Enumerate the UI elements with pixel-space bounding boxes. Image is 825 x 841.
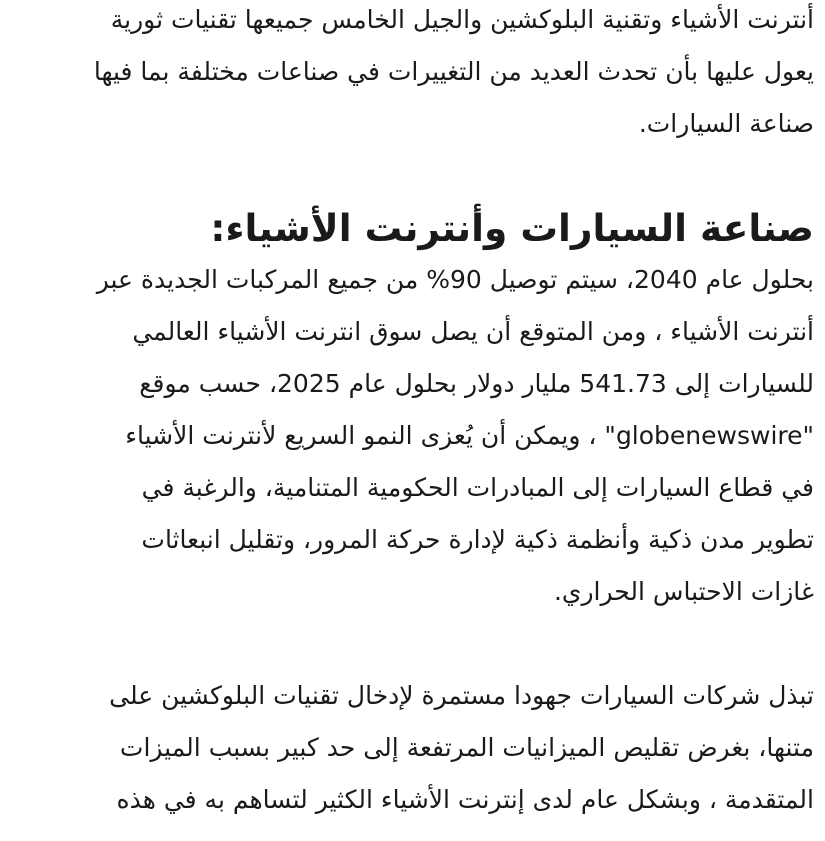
text-line: في قطاع السيارات إلى المبادرات الحكومية المتنامية، والرغبة في [141,473,814,502]
text-line: صناعة السيارات. [638,109,814,138]
text-line: بحلول عام 2040، سيتم توصيل 90% من جميع المركبات الجديدة عبر [96,265,814,294]
text-line: للسيارات إلى 541.73 مليار دولار بحلول عام 2025، حسب موقع [139,369,814,398]
text-line: المتقدمة ، وبشكل عام لدى إنترنت الأشياء الكثير لتساهم به في هذه [116,785,814,814]
text-line: يعول عليها بأن تحدث العديد من التغييرات في صناعات مختلفة بما فيها [93,57,814,86]
article-body [14,0,814,826]
section-paragraph [14,254,814,618]
closing-paragraph [14,670,814,826]
intro-paragraph [14,0,814,150]
paragraph-spacer [14,150,814,202]
text-line: تطوير مدن ذكية وأنظمة ذكية لإدارة حركة المرور، وتقليل انبعاثات [141,525,814,554]
text-line: متنها، بغرض تقليص الميزانيات المرتفعة إلى حد كبير بسبب الميزات [119,733,814,762]
section-heading: صناعة السيارات وأنترنت الأشياء: [210,206,814,250]
text-line: أنترنت الأشياء ، ومن المتوقع أن يصل سوق انترنت الأشياء العالمي [132,317,814,346]
text-line: غازات الاحتباس الحراري. [553,577,814,606]
text-line: "globenewswire" ، ويمكن أن يُعزى النمو السريع لأنترنت الأشياء [125,421,814,450]
text-line: تبذل شركات السيارات جهودا مستمرة لإدخال تقنيات البلوكشين على [109,681,814,710]
paragraph-spacer [14,618,814,670]
text-line: أنترنت الأشياء وتقنية البلوكشين والجيل الخامس جميعها تقنيات ثورية [110,5,814,34]
